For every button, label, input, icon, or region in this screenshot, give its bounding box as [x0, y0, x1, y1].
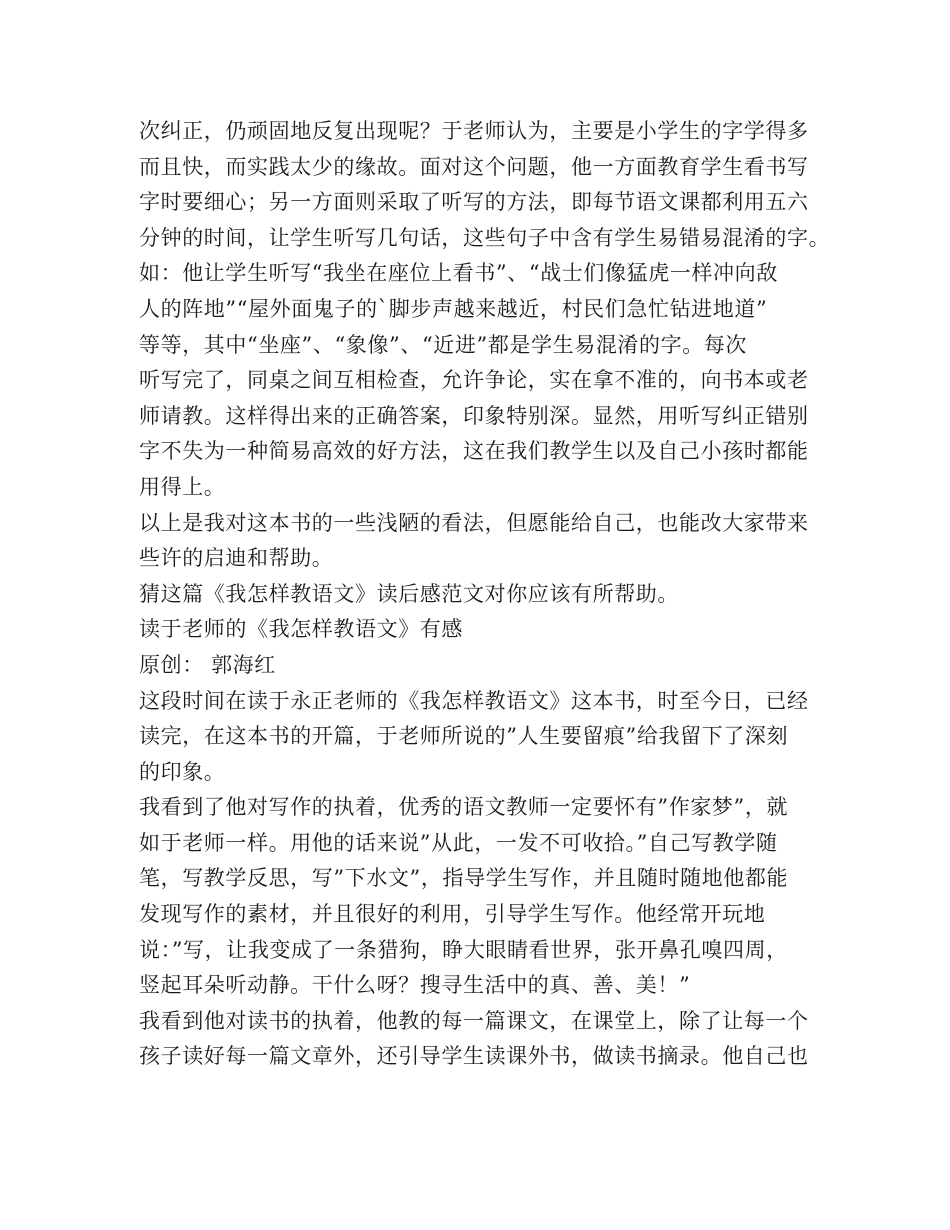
text-line: 这段时间在读于永正老师的《我怎样教语文》这本书，时至今日，已经	[139, 688, 809, 713]
text-line: 师请教。这样得出来的正确答案，印象特别深。显然，用听写纠正错别	[139, 403, 809, 428]
text-line: 我看到了他对写作的执着，优秀的语文教师一定要怀有”作家梦”，就	[139, 795, 789, 820]
text-line: 而且快，而实践太少的缘故。面对这个问题，他一方面教育学生看书写	[139, 154, 809, 179]
document-body	[139, 114, 829, 1075]
text-line: 人的阵地”“屋外面鬼子的`脚步声越来越近，村民们急忙钻进地道”	[139, 296, 768, 321]
text-line: 以上是我对这本书的一些浅陋的看法，但愿能给自己，也能改大家带来	[139, 510, 809, 535]
text-line: 听写完了，同桌之间互相检查，允许争论，实在拿不准的，向书本或老	[139, 368, 809, 393]
text-line: 等等，其中“坐座”、“象像”、“近进”都是学生易混淆的字。每次	[139, 332, 748, 357]
text-line: 分钟的时间，让学生听写几句话，这些句子中含有学生易错易混淆的字。	[139, 225, 831, 250]
text-line: 次纠正，仍顽固地反复出现呢？于老师认为，主要是小学生的字学得多	[139, 119, 809, 143]
text-line: 说：”写，让我变成了一条猎狗，睁大眼睛看世界，张开鼻孔嗅四周，	[139, 937, 788, 962]
text-line: 的印象。	[139, 759, 226, 784]
text-line: 读完，在这本书的开篇，于老师所说的”人生要留痕”给我留下了深刻	[139, 724, 789, 749]
text-line: 笔，写教学反思，写”下水文”，指导学生写作，并且随时随地他都能	[139, 866, 789, 891]
text-line: 孩子读好每一篇文章外，还引导学生读课外书，做读书摘录。他自己也	[139, 1044, 809, 1069]
section-title: 读于老师的《我怎样教语文》有感	[139, 617, 463, 642]
text-line: 我看到他对读书的执着，他教的每一篇课文，在课堂上，除了让每一个	[139, 1008, 809, 1033]
text-line: 如于老师一样。用他的话来说”从此，一发不可收拾。”自己写教学随	[139, 830, 778, 855]
text-line: 些许的启迪和帮助。	[139, 546, 334, 571]
text-line: 发现写作的素材，并且很好的利用，引导学生写作。他经常开玩地	[139, 902, 766, 927]
text-line: 字不失为一种简易高效的好方法，这在我们教学生以及自己小孩时都能	[139, 439, 809, 464]
text-line: 猜这篇《我怎样教语文》读后感范文对你应该有所帮助。	[139, 581, 679, 606]
text-line: 如：他让学生听写“我坐在座位上看书”、“战士们像猛虎一样冲向敌	[139, 261, 778, 286]
text-line: 竖起耳朵听动静。干什么呀？搜寻生活中的真、善、美！”	[139, 973, 691, 998]
author-line: 原创： 郭海红	[139, 652, 276, 677]
text-line: 用得上。	[139, 474, 226, 499]
text-line: 字时要细心；另一方面则采取了听写的方法，即每节语文课都利用五六	[139, 190, 809, 215]
